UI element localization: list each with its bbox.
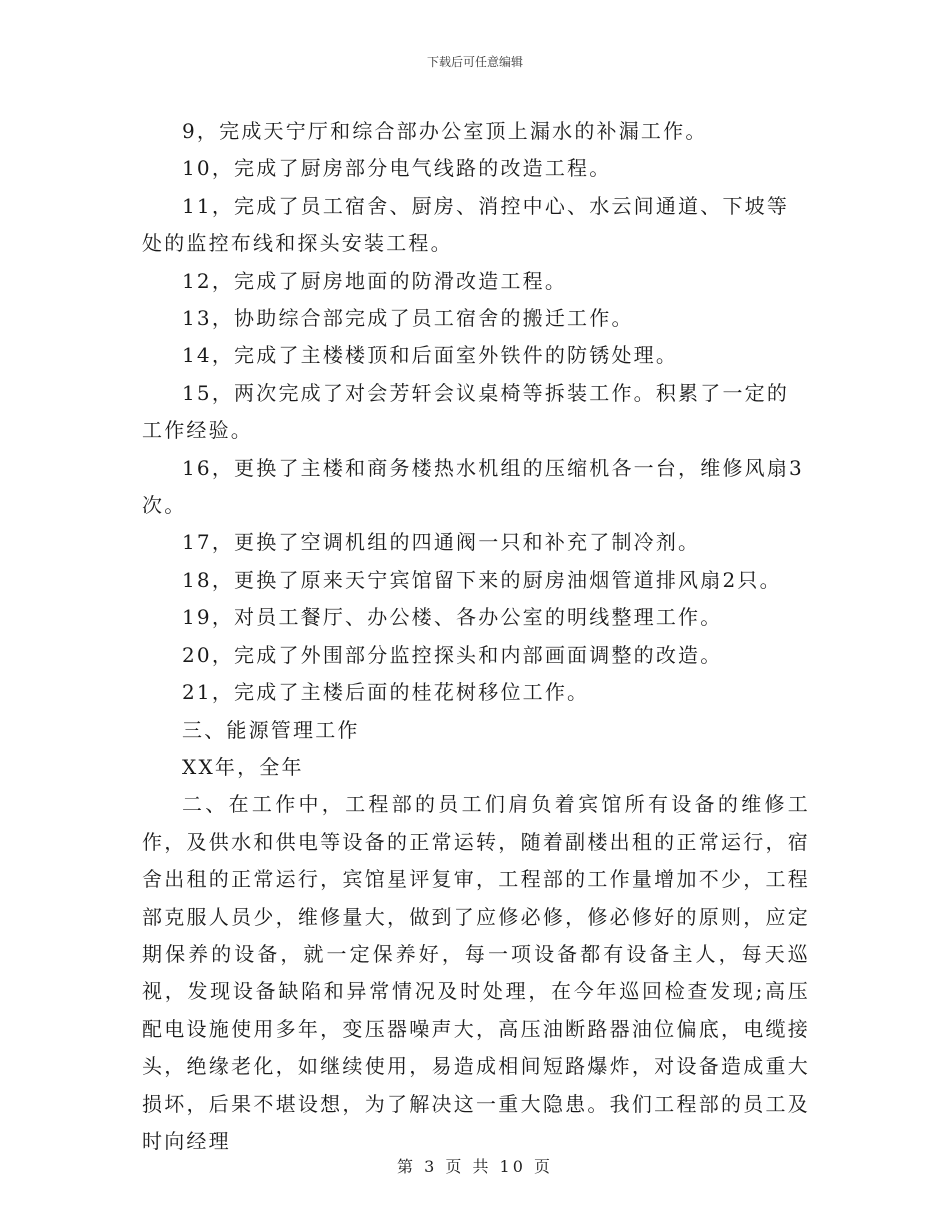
- paragraph-item-20: 20，完成了外围部分监控探头和内部画面调整的改造。: [182, 642, 723, 667]
- paragraph-item-16: 16，更换了主楼和商务楼热水机组的压缩机各一台，维修风扇3次。: [142, 455, 804, 518]
- paragraph-item-17: 17，更换了空调机组的四通阀一只和补充了制冷剂。: [182, 530, 701, 555]
- paragraph-item-19: 19，对员工餐厅、办公楼、各办公室的明线整理工作。: [182, 605, 723, 630]
- paragraph-item-9: 9，完成天宁厅和综合部办公室顶上漏水的补漏工作。: [182, 119, 708, 143]
- page-header: 下载后可任意编辑: [426, 55, 523, 69]
- paragraph-item-11: 11，完成了员工宿舍、厨房、消控中心、水云间通道、下坡等处的监控布线和探头安装工程。: [142, 193, 790, 256]
- document-body: [142, 113, 810, 1160]
- paragraph-work-summary: 二、在工作中，工程部的员工们肩负着宾馆所有设备的维修工作，及供水和供电等设备的正常运转，随着副楼出租的正常运行，宿舍出租的正常运行，宾馆星评复审，工程部的工作量增加不少，工程部克服人员少，维修量大，做到了应修必修，修必修好的原则，应定期保养的设备，就一定保养好，每一项设备都有设备主人，每天巡视，发现设备缺陷和异常情况及时处理，在今年巡回检查发现;高压配电设施使用多年，变压器噪声大，高压油断路器油位偏底，电缆接头，绝缘老化，如继续使用，易造成相间短路爆炸，对设备造成重大损坏，后果不堪设想，为了解决这一重大隐患。我们工程部的员工及时向经理: [142, 792, 810, 1153]
- page-number: 第 3 页 共 10 页: [397, 1157, 553, 1176]
- paragraph-item-10: 10，完成了厨房部分电气线路的改造工程。: [182, 156, 612, 181]
- year-line: XX年，全年: [182, 754, 304, 779]
- paragraph-item-13: 13，协助综合部完成了员工宿舍的搬迁工作。: [182, 306, 634, 331]
- paragraph-item-18: 18，更换了原来天宁宾馆留下来的厨房油烟管道排风扇2只。: [182, 567, 782, 592]
- paragraph-item-21: 21，完成了主楼后面的桂花树移位工作。: [182, 680, 590, 705]
- paragraph-item-14: 14，完成了主楼楼顶和后面室外铁件的防锈处理。: [182, 343, 679, 368]
- paragraph-item-12: 12，完成了厨房地面的防滑改造工程。: [182, 268, 568, 293]
- section-heading-energy: 三、能源管理工作: [182, 717, 360, 742]
- paragraph-item-15: 15，两次完成了对会芳轩会议桌椅等拆装工作。积累了一定的工作经验。: [142, 380, 790, 443]
